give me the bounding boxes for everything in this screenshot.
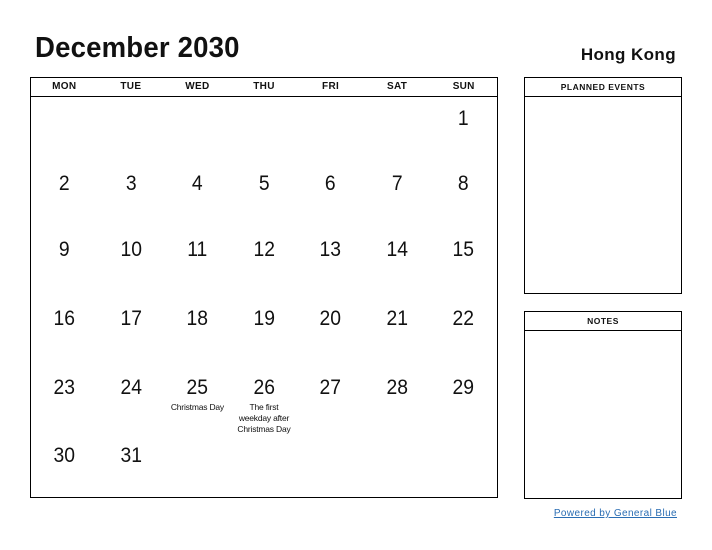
day-number: 11: [187, 238, 208, 261]
day-cell: [231, 376, 298, 435]
day-number: 2: [58, 172, 70, 195]
day-number: 23: [53, 376, 76, 399]
day-cell: [430, 238, 497, 262]
day-number: 4: [192, 172, 203, 195]
day-number: 9: [58, 238, 70, 261]
calendar-week-row: [31, 172, 497, 196]
day-number: 6: [325, 172, 336, 195]
day-cell: [31, 107, 98, 131]
day-cell: [364, 307, 431, 331]
day-cell: [364, 376, 431, 435]
day-number: 22: [452, 307, 475, 330]
day-cell: [98, 172, 165, 196]
holiday-label: Christmas Day: [170, 402, 224, 412]
day-cell: [297, 172, 364, 196]
day-cell: [98, 307, 165, 331]
day-cell: [31, 238, 98, 262]
day-cell: [297, 376, 364, 435]
planned-events-heading: PLANNED EVENTS: [525, 78, 681, 97]
day-cell: [430, 172, 497, 196]
day-cell: [164, 172, 231, 196]
day-number: 19: [253, 307, 275, 330]
day-number: 24: [120, 376, 142, 399]
weekday-thu: THU: [253, 81, 275, 92]
day-number: 20: [319, 307, 342, 330]
day-number: 16: [53, 307, 76, 330]
day-number: 15: [452, 238, 475, 261]
calendar-week-row: [31, 107, 497, 131]
weekday-wed: WED: [185, 81, 210, 92]
holiday-label: The first weekday after Christmas Day: [237, 402, 291, 434]
weekday-mon: MON: [52, 81, 77, 92]
weekday-header-row: [31, 78, 497, 97]
day-cell: [297, 307, 364, 331]
day-number: 12: [253, 238, 275, 261]
page-title: December 2030: [35, 32, 240, 64]
day-number: 31: [120, 444, 142, 467]
day-cell: [98, 376, 165, 435]
day-number: 27: [319, 376, 342, 399]
day-number: 13: [319, 238, 342, 261]
day-cell: [430, 107, 497, 131]
day-cell: [231, 107, 298, 131]
day-cell: [430, 307, 497, 331]
weekday-sun: SUN: [452, 81, 475, 92]
day-cell: [231, 238, 298, 262]
day-cell: [164, 307, 231, 331]
day-number: 18: [186, 307, 209, 330]
day-number: 3: [125, 172, 137, 195]
day-number: 25: [186, 376, 209, 399]
day-number: 21: [386, 307, 408, 330]
weekday-tue: TUE: [120, 81, 142, 92]
day-cell: [231, 444, 298, 468]
day-cell: [231, 172, 298, 196]
calendar-week-row: [31, 444, 497, 468]
calendar-week-row: [31, 307, 497, 331]
day-number: 28: [386, 376, 408, 399]
day-cell: [364, 172, 431, 196]
region-label: Hong Kong: [580, 45, 676, 64]
powered-by-link[interactable]: Powered by General Blue: [553, 508, 677, 519]
day-cell: [297, 238, 364, 262]
day-number: 8: [458, 172, 470, 195]
day-cell: [31, 172, 98, 196]
day-cell: [164, 376, 231, 435]
day-cell: [98, 444, 165, 468]
day-cell: [98, 238, 165, 262]
notes-panel: [524, 311, 682, 499]
weekday-sat: SAT: [387, 81, 408, 92]
day-number: 26: [253, 376, 275, 399]
day-cell: [364, 107, 431, 131]
month-calendar: [30, 77, 498, 498]
day-cell: [164, 444, 231, 468]
day-cell: [98, 107, 165, 131]
day-cell: [430, 444, 497, 468]
day-cell: [31, 307, 98, 331]
day-cell: [297, 107, 364, 131]
day-number: 7: [391, 172, 403, 195]
day-number: 10: [120, 238, 142, 261]
day-cell: [430, 376, 497, 435]
calendar-weeks: [31, 97, 497, 497]
day-cell: [31, 444, 98, 468]
day-cell: [297, 444, 364, 468]
day-cell: [364, 238, 431, 262]
day-cell: [231, 307, 298, 331]
calendar-week-row: [31, 238, 497, 262]
calendar-week-row: [31, 376, 497, 435]
planned-events-panel: [524, 77, 682, 294]
day-number: 1: [458, 107, 470, 130]
weekday-fri: FRI: [322, 81, 340, 92]
day-number: 5: [258, 172, 270, 195]
notes-heading: NOTES: [525, 312, 681, 331]
day-number: 29: [452, 376, 475, 399]
day-cell: [364, 444, 431, 468]
day-cell: [164, 238, 231, 262]
day-number: 17: [120, 307, 142, 330]
day-cell: [164, 107, 231, 131]
day-number: 30: [53, 444, 76, 467]
day-cell: [31, 376, 98, 435]
day-number: 14: [386, 238, 408, 261]
